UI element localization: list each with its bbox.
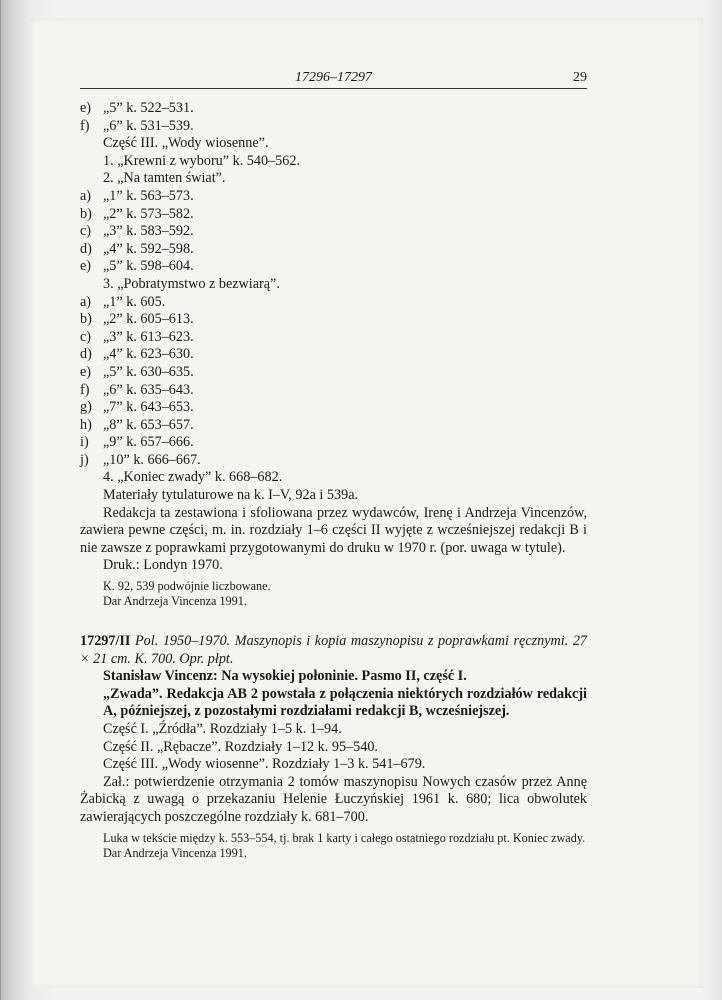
list-item: [80, 417, 587, 435]
print-note: Druk.: Londyn 1970.: [103, 557, 223, 574]
list-text: „2” k. 573–582.: [103, 205, 194, 222]
entry-subtitle: „Zwada”. Redakcja AB 2 powstała z połączenia niektórych rozdziałów redakcji A, późniejszej, z pozostałymi rozdziałami redakcji B, wcześniejszej.: [103, 685, 587, 720]
page-number: 29: [573, 70, 587, 85]
list-text: „9” k. 657–666.: [103, 434, 194, 451]
list-text: „2” k. 605–613.: [103, 311, 194, 328]
list-text: 4. „Koniec zwady” k. 668–682.: [103, 469, 283, 486]
list-label: h): [80, 416, 92, 433]
list-item: [80, 223, 587, 241]
list-text: „1” k. 605.: [103, 293, 166, 310]
list-label: c): [80, 328, 92, 345]
list-text: „5” k. 522–531.: [103, 100, 194, 116]
list-label: c): [80, 223, 92, 240]
list-text: „1” k. 563–573.: [103, 187, 194, 204]
small-note: Dar Andrzeja Vincenza 1991.: [103, 845, 247, 860]
small-note: K. 92, 539 podwójnie liczbowane.: [103, 579, 271, 594]
list-item: [80, 170, 587, 188]
list-label: j): [80, 451, 89, 468]
list-text: „4” k. 623–630.: [103, 346, 194, 363]
list-label: a): [80, 187, 92, 204]
entry-description: Pol. 1950–1970. Maszynopis i kopia maszynopisu z poprawkami ręcznymi. 27 × 21 cm. K. 700. Opr. płpt.: [80, 633, 588, 667]
list-item: [80, 118, 587, 136]
list-label: b): [80, 311, 92, 328]
page-content: [80, 100, 587, 861]
editorial-note-text: Redakcja ta zestawiona i sfoliowana przez wydawców, Irenę i Andrzeja Vincenzów, zawiera pewne części, m. in. rozdziały 1–6 części II wyjęte z wcześniejszej redakcji B i nie zawsze z poprawkami przygotowanymi do druku w 1970 r. (por. uwaga w tytule).: [80, 504, 587, 556]
list-text: „3” k. 583–592.: [103, 223, 194, 240]
list-label: e): [80, 100, 92, 116]
list-item: [80, 153, 587, 171]
list-label: f): [80, 117, 90, 134]
list-text: „4” k. 592–598.: [103, 240, 194, 257]
small-note: Dar Andrzeja Vincenza 1991.: [103, 594, 247, 609]
list-text: „6” k. 635–643.: [103, 381, 194, 398]
list-item: [80, 100, 587, 118]
list-label: i): [80, 434, 89, 451]
list-item: [80, 364, 587, 382]
list-text: „7” k. 643–653.: [103, 399, 194, 416]
small-note-text: Luka w tekście między k. 553–554, tj. brak 1 karty i całego ostatniego rozdziału pt. Koniec zwady.: [103, 830, 586, 845]
entry-number: 17297/II: [80, 633, 131, 650]
list-text: „3” k. 613–623.: [103, 328, 194, 345]
list-item: [80, 258, 587, 276]
editorial-note: [80, 505, 587, 558]
part3-list: [80, 153, 587, 487]
header-rule: [80, 88, 587, 89]
materials-note: Materiały tytulaturowe na k. I–V, 92a i 539a.: [103, 487, 359, 504]
list-item: [80, 329, 587, 347]
list-label: e): [80, 258, 92, 275]
small-note: [80, 831, 587, 846]
entry-part: Część I. „Źródła”. Rozdziały 1–5 k. 1–94.: [103, 721, 342, 737]
list-text: „6” k. 531–539.: [103, 117, 194, 134]
list-item: [80, 399, 587, 417]
list-label: d): [80, 240, 92, 257]
attachment-note: [80, 774, 587, 827]
entry-header: [80, 633, 587, 668]
list-text: 3. „Pobratymstwo z bezwiarą”.: [103, 275, 280, 292]
page-header: [80, 70, 587, 90]
list-label: g): [80, 399, 92, 416]
list-item: [80, 241, 587, 259]
list-text: 1. „Krewni z wyboru” k. 540–562.: [103, 152, 301, 169]
list-text: „8” k. 653–657.: [103, 416, 194, 433]
list-item: [80, 382, 587, 400]
entry-part: Część III. „Wody wiosenne”. Rozdziały 1–3 k. 541–679.: [103, 756, 426, 773]
entry-part: Część II. „Rębacze”. Rozdziały 1–12 k. 95–540.: [103, 738, 378, 755]
list-item: [80, 434, 587, 452]
list-text: 2. „Na tamten świat”.: [103, 170, 226, 187]
list-text: „5” k. 630–635.: [103, 363, 194, 380]
page-edge: [0, 0, 1, 1000]
list-label: a): [80, 293, 92, 310]
part-title: Część III. „Wody wiosenne”.: [103, 135, 269, 152]
list-item: [80, 346, 587, 364]
list-item: [80, 294, 587, 312]
attachment-text: Zał.: potwierdzenie otrzymania 2 tomów maszynopisu Nowych czasów przez Annę Żabicką z uwagą o przekazaniu Helenie Łuczyńskiej 1961 k. 680; lica obwolutek zawierających poszczególne rozdziały k. 681–700.: [80, 773, 587, 825]
list-item: [80, 452, 587, 470]
list-item: [80, 276, 587, 294]
list-item: [80, 469, 587, 487]
list-text: „10” k. 666–667.: [103, 451, 201, 468]
entry-title: Stanisław Vincenz: Na wysokiej połoninie. Pasmo II, część I.: [103, 668, 467, 685]
list-text: „5” k. 598–604.: [103, 258, 194, 275]
list-label: f): [80, 381, 90, 398]
list-label: b): [80, 205, 92, 222]
list-item: [80, 311, 587, 329]
list-item: [80, 206, 587, 224]
list-item: [80, 188, 587, 206]
running-head: 17296–17297: [295, 70, 372, 85]
list-label: e): [80, 363, 92, 380]
list-label: d): [80, 346, 92, 363]
